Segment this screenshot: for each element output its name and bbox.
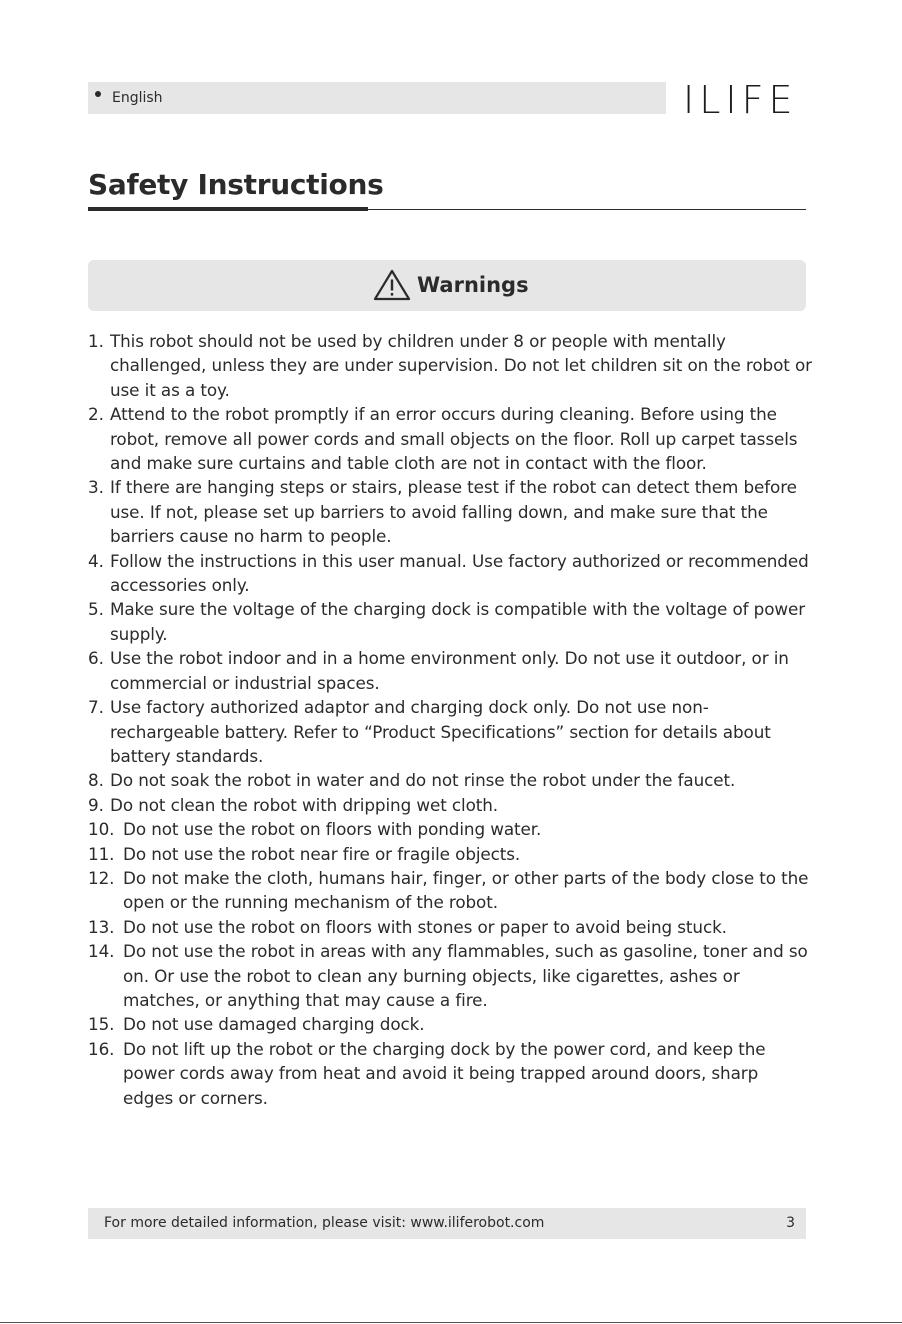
instruction-text: Do not use damaged charging dock. — [123, 1014, 425, 1035]
instruction-item — [88, 915, 812, 939]
instruction-text: Do not use the robot on floors with ponding water. — [123, 819, 542, 840]
instruction-number: 12. — [88, 867, 115, 888]
instruction-text: Do not use the robot on floors with stones or paper to avoid being stuck. — [123, 916, 727, 937]
instruction-number: 2. — [88, 404, 104, 425]
instruction-number: 13. — [88, 916, 115, 937]
instruction-number: 4. — [88, 550, 104, 571]
footer-bar — [88, 1208, 806, 1239]
language-bar — [88, 82, 666, 114]
language-label: English — [112, 90, 163, 106]
instruction-text: Follow the instructions in this user manual. Use factory authorized or recommended accessories only. — [110, 550, 809, 596]
instruction-number: 1. — [88, 331, 104, 351]
instruction-item — [88, 646, 812, 695]
instruction-item — [88, 939, 812, 1012]
instruction-text: Do not lift up the robot or the charging dock by the power cord, and keep the power cords away from heat and avoid it being trapped around doors, sharp edges or corners. — [123, 1038, 766, 1108]
page-title: Safety Instructions — [88, 168, 384, 201]
instruction-text: This robot should not be used by children under 8 or people with mentally challenged, unless they are under supervision. Do not let children sit on the robot or use it as a toy. — [110, 331, 812, 400]
safety-instructions-list — [88, 329, 812, 1110]
instruction-item — [88, 329, 812, 402]
instruction-item — [88, 475, 812, 548]
page-edge-line — [0, 1322, 902, 1323]
instruction-number: 11. — [88, 843, 115, 864]
bullet-icon — [95, 91, 101, 97]
instruction-number: 7. — [88, 697, 104, 718]
instruction-number: 5. — [88, 599, 104, 620]
page-number: 3 — [786, 1215, 795, 1231]
instruction-item — [88, 695, 812, 768]
instruction-text: Do not use the robot in areas with any flammables, such as gasoline, toner and so on. Or use the robot to clean any burning objects, like cigarettes, ashes or matches, or anything that may cause a fire. — [123, 941, 808, 1010]
instruction-item — [88, 1012, 812, 1036]
warnings-label: Warnings — [417, 273, 529, 297]
instruction-item — [88, 768, 812, 792]
instruction-number: 3. — [88, 477, 104, 498]
instruction-text: Use factory authorized adaptor and charging dock only. Do not use non-rechargeable battery. Refer to “Product Specifications” section for details about battery standards. — [110, 697, 771, 766]
instruction-text: Do not clean the robot with dripping wet cloth. — [110, 794, 499, 815]
title-underline — [88, 207, 368, 211]
instruction-text: Make sure the voltage of the charging dock is compatible with the voltage of power supply. — [110, 599, 806, 644]
instruction-text: Do not make the cloth, humans hair, finger, or other parts of the body close to the open or the running mechanism of the robot. — [123, 867, 809, 913]
instruction-number: 8. — [88, 770, 104, 791]
instruction-number: 14. — [88, 941, 115, 962]
instruction-item — [88, 817, 812, 841]
instruction-text: Attend to the robot promptly if an error occurs during cleaning. Before using the robot, remove all power cords and small objects on the floor. Roll up carpet tassels and make sure curtains and table cloth are not in contact with the floor. — [110, 404, 798, 474]
instruction-item — [88, 402, 812, 475]
instruction-text: If there are hanging steps or stairs, please test if the robot can detect them before use. If not, please set up barriers to avoid falling down, and make sure that the barriers cause no harm to people. — [110, 477, 797, 547]
warnings-banner — [88, 260, 806, 311]
instruction-number: 9. — [88, 794, 104, 815]
instruction-item — [88, 597, 812, 646]
instruction-text: Do not soak the robot in water and do not rinse the robot under the faucet. — [110, 770, 736, 791]
instruction-text: Use the robot indoor and in a home environment only. Do not use it outdoor, or in commercial or industrial spaces. — [110, 648, 789, 693]
footer-text: For more detailed information, please visit: www.iliferobot.com — [104, 1215, 545, 1231]
instruction-item — [88, 793, 812, 817]
instruction-item — [88, 1037, 812, 1110]
brand-logo: ILIFE — [683, 78, 798, 122]
instruction-number: 10. — [88, 819, 115, 840]
instruction-item — [88, 866, 812, 915]
instruction-number: 16. — [88, 1038, 115, 1059]
instruction-number: 15. — [88, 1014, 115, 1035]
instruction-item — [88, 842, 812, 866]
instruction-number: 6. — [88, 648, 104, 669]
warning-triangle-icon — [373, 269, 411, 301]
instruction-text: Do not use the robot near fire or fragile objects. — [123, 843, 521, 864]
instruction-item — [88, 549, 812, 598]
